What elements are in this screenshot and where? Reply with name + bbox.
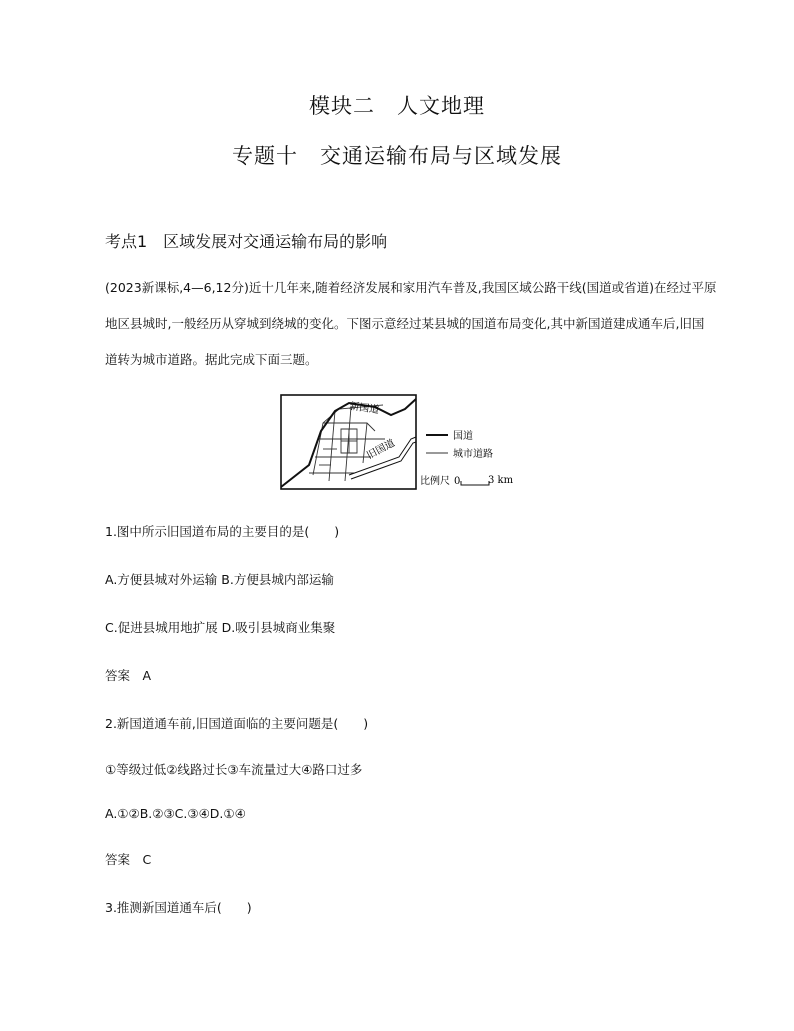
old-road-label: 旧国道 bbox=[365, 437, 397, 462]
legend-city-label: 城市道路 bbox=[453, 449, 493, 460]
q1-options-1: A.方便县城对外运输 B.方便县城内部运输 bbox=[105, 572, 334, 587]
legend-national-label: 国道 bbox=[453, 431, 473, 442]
q2-items: ①等级过低②线路过长③车流量过大④路口过多 bbox=[105, 762, 363, 777]
q2-answer: 答案 C bbox=[105, 852, 152, 867]
intro-line-2: 地区县城时,一般经历从穿城到绕城的变化。下图示意经过某县城的国道布局变化,其中新国道建成通车后,旧国 bbox=[105, 316, 705, 331]
intro-line-1: (2023新课标,4—6,12分)近十几年来,随着经济发展和家用汽车普及,我国区域公路干线(国道或省道)在经过平原 bbox=[105, 280, 717, 295]
q2-stem: 2.新国道通车前,旧国道面临的主要问题是( ) bbox=[105, 716, 369, 731]
intro-line-3: 道转为城市道路。据此完成下面三题。 bbox=[105, 352, 318, 367]
road-map-figure bbox=[279, 393, 519, 493]
section-heading: 考点1 区域发展对交通运输布局的影响 bbox=[105, 232, 388, 251]
q2-options: A.①②B.②③C.③④D.①④ bbox=[105, 806, 246, 821]
q1-options-2: C.促进县城用地扩展 D.吸引县城商业集聚 bbox=[105, 620, 336, 635]
city-roads bbox=[309, 405, 385, 481]
scale-end: 3 km bbox=[488, 475, 514, 486]
scale-bar bbox=[461, 481, 489, 485]
module-title: 模块二 人文地理 bbox=[309, 94, 485, 118]
topic-title: 专题十 交通运输布局与区域发展 bbox=[232, 144, 562, 168]
q3-stem: 3.推测新国道通车后( ) bbox=[105, 900, 252, 915]
scale-zero: 0 bbox=[454, 476, 461, 487]
scale-label: 比例尺 bbox=[420, 476, 450, 487]
q1-stem: 1.图中所示旧国道布局的主要目的是( ) bbox=[105, 524, 340, 539]
new-road-label: 新国道 bbox=[348, 401, 380, 417]
q1-answer: 答案 A bbox=[105, 668, 152, 683]
